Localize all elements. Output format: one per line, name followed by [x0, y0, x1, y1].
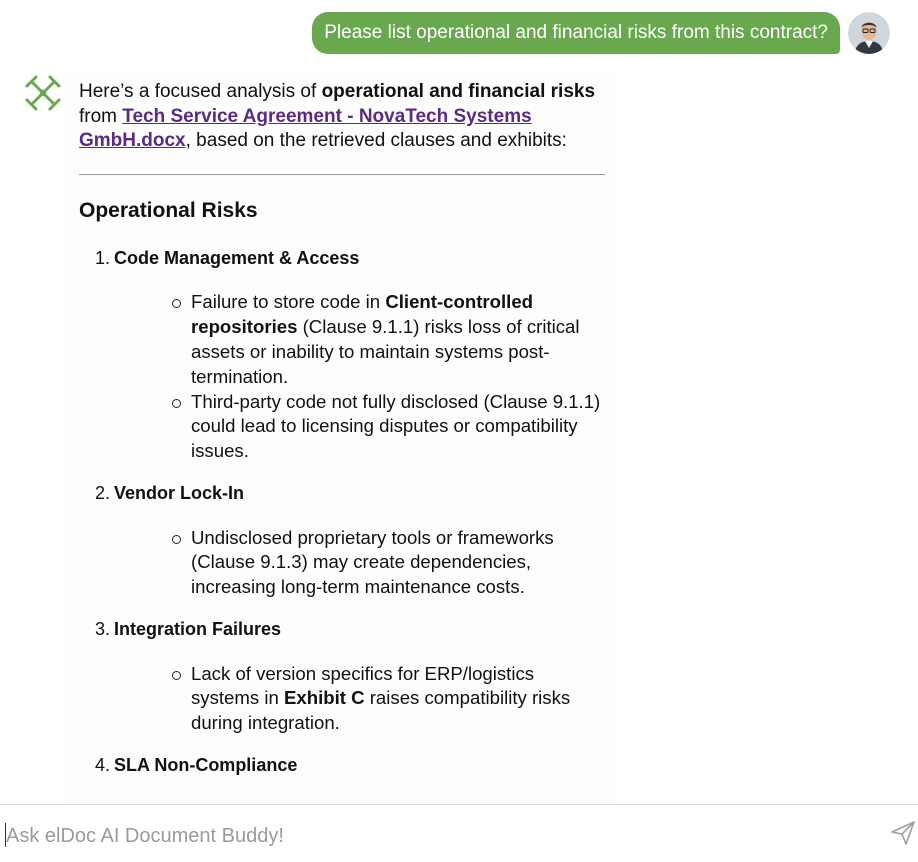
risk-item [79, 617, 605, 736]
message-input[interactable] [4, 819, 868, 853]
risk-item [79, 753, 605, 778]
risk-title: SLA Non-Compliance [114, 754, 298, 775]
text-cursor [5, 823, 6, 847]
risk-bullets [79, 290, 605, 464]
bullet-bold-text: Exhibit C [284, 687, 365, 709]
risk-bullet [79, 290, 605, 389]
risk-number: 2. [94, 482, 110, 503]
intro-text: from [79, 105, 123, 127]
assistant-message [66, 74, 618, 804]
bullet-text: raises compatibility risks during integration. [191, 687, 571, 734]
bullet-text: Undisclosed proprietary tools or frameworks (Clause 9.1.3) may create dependencies, increasing long-term maintenance costs. [191, 526, 554, 598]
risk-bullet [79, 390, 605, 464]
eldoc-logo-icon [24, 74, 62, 112]
user-message-bubble: Please list operational and financial risks from this contract? [312, 12, 840, 54]
user-message-row [312, 12, 890, 54]
bullet-icon [172, 535, 181, 544]
risk-title: Vendor Lock-In [114, 482, 245, 503]
risk-bullet [79, 662, 605, 736]
risk-number: 1. [94, 247, 110, 268]
risk-item [79, 246, 605, 464]
divider [79, 174, 605, 175]
intro-text: , based on the retrieved clauses and exhibits: [185, 130, 567, 152]
risk-title: Code Management & Access [114, 247, 360, 268]
bullet-text: Lack of version specifics for ERP/logistics systems in [191, 662, 535, 709]
intro-text: Here’s a focused analysis of [79, 81, 322, 102]
risk-bullet [79, 526, 605, 600]
bullet-icon [172, 671, 181, 680]
risk-number: 3. [94, 618, 110, 639]
risk-bullets [79, 526, 605, 600]
risk-number: 4. [94, 754, 110, 775]
bullet-icon [172, 399, 181, 408]
risk-bullets [79, 662, 605, 736]
document-link[interactable]: Tech Service Agreement - NovaTech Systems GmbH.docx [79, 105, 532, 152]
risk-item [79, 481, 605, 600]
bullet-text: (Clause 9.1.1) risks loss of critical assets or inability to maintain systems post-termination. [191, 316, 580, 387]
bullet-bold-text: Client-controlled repositories [191, 291, 534, 338]
risk-list [79, 246, 605, 778]
composer-bar [0, 804, 918, 862]
intro-bold-text: operational and financial risks [321, 81, 596, 102]
user-avatar[interactable] [848, 12, 890, 54]
bullet-text: Failure to store code in [191, 291, 386, 313]
risk-title: Integration Failures [114, 618, 282, 639]
assistant-intro [79, 80, 605, 154]
bullet-text: Third-party code not fully disclosed (Clause 9.1.1) could lead to licensing disputes or compatibility issues. [191, 390, 601, 462]
bullet-icon [172, 299, 181, 308]
send-icon[interactable] [890, 820, 916, 846]
section-title: Operational Risks [79, 198, 258, 222]
